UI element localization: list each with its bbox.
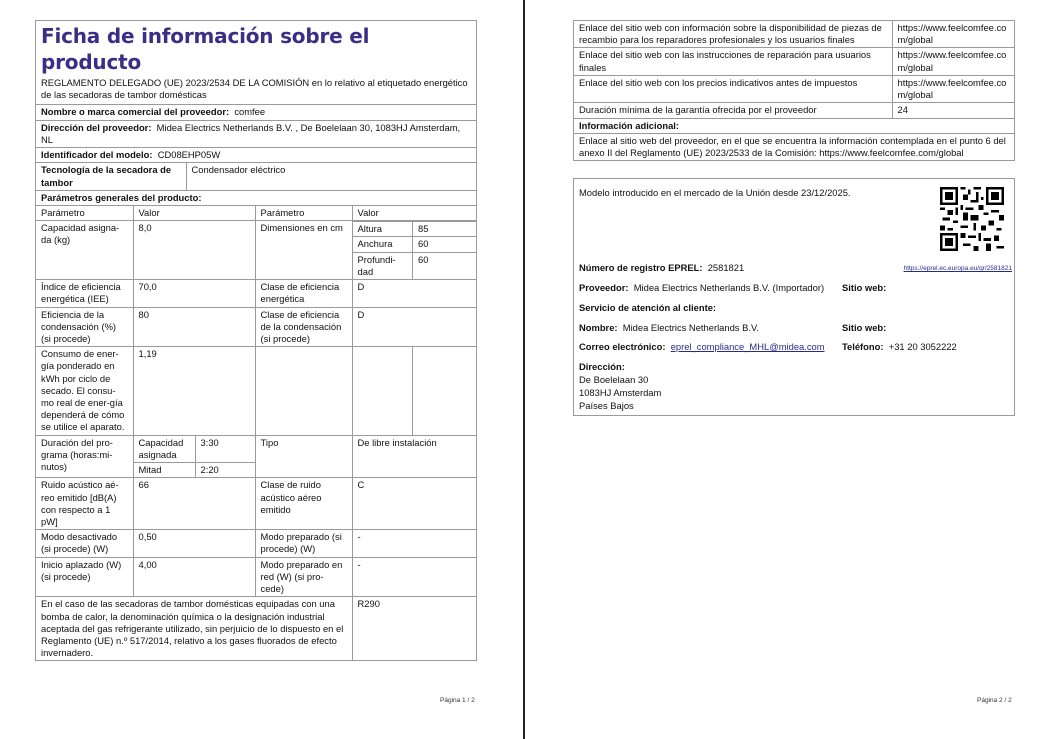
table-header-row (36, 205, 476, 220)
brand-value: comfee (234, 106, 266, 118)
depth-label: Profundi-dad (353, 252, 413, 279)
technology-value: Condensador eléctrico (186, 163, 476, 190)
table-row (36, 530, 476, 557)
phone-value: +31 20 3052222 (888, 341, 957, 352)
refrigerant-value: R290 (352, 597, 476, 661)
prices-label: Enlace del sitio web con los precios indicativos antes de impuestos (574, 75, 892, 102)
email-link[interactable]: eprel_compliance_MHL@midea.com (670, 341, 825, 352)
service-name-label: Nombre: (579, 322, 618, 333)
phone-label: Teléfono: (842, 341, 884, 352)
model-value: CD08EHP05W (157, 149, 221, 161)
standby-value: - (352, 530, 476, 557)
supplier-value: Midea Electrics Netherlands B.V. , De Boelelaan 30, 1083HJ Amsterdam, NL (41, 121, 461, 145)
width-label: Anchura (353, 237, 413, 252)
service-name-value: Midea Electrics Netherlands B.V. (622, 322, 759, 333)
off-mode-label: Modo desactivado (si procede) (W) (36, 530, 133, 557)
noise-class-value: C (352, 478, 476, 530)
table-row (36, 557, 476, 597)
network-standby-label: Modo preparado en red (W) (si pro-cede) (255, 557, 352, 597)
email-label: Correo electrónico: (579, 341, 666, 352)
table-row (36, 478, 476, 530)
type-label: Tipo (255, 435, 352, 478)
service-website-label: Sitio web: (842, 322, 887, 333)
service-heading: Servicio de atención al cliente: (579, 302, 717, 313)
table-row (574, 103, 1014, 118)
table-row (574, 21, 1014, 48)
eprel-value: 2581821 (707, 262, 745, 273)
provider-row (579, 282, 824, 294)
delay-start-value: 4,00 (133, 557, 255, 597)
type-value: De libre instalación (352, 435, 476, 478)
col-header-value-2: Valor (352, 205, 476, 220)
capacity-value: 8,0 (133, 221, 255, 280)
condensation-eff-label: Eficiencia de la condensación (%) (si procede) (36, 307, 133, 347)
capacity-label: Capacidad asigna-da (kg) (36, 221, 133, 280)
provider-value: Midea Electrics Netherlands B.V. (Importador) (633, 282, 825, 293)
qr-code-icon (940, 187, 1004, 251)
duration-half-value: 2:20 (195, 463, 255, 478)
energy-class-value: D (352, 280, 476, 307)
duration-label: Duración del pro-grama (horas:mi-nutos) (36, 435, 133, 478)
general-params-heading (36, 190, 476, 205)
regulation-text: REGLAMENTO DELEGADO (UE) 2023/2534 DE LA COMISIÓN en lo relativo al etiquetado energético de las secadoras de tambor domésticas (41, 77, 468, 101)
delay-start-label: Inicio aplazado (W) (si procede) (36, 557, 133, 597)
network-standby-value: - (352, 557, 476, 597)
iee-label: Índice de eficiencia energética (IEE) (36, 280, 133, 307)
spare-parts-link[interactable]: https://www.feelcomfee.com/global (892, 21, 1014, 48)
email-row (579, 341, 825, 353)
duration-rated-value: 3:30 (195, 435, 255, 462)
supplier-label: Dirección del proveedor: (41, 121, 152, 133)
depth-value: 60 (413, 252, 476, 279)
prices-link[interactable]: https://www.feelcomfee.com/global (892, 75, 1014, 102)
phone-row (842, 341, 957, 353)
links-table-box (573, 20, 1015, 161)
eprel-box (573, 178, 1015, 416)
iee-value: 70,0 (133, 280, 255, 307)
additional-info-text: Enlace al sitio web del proveedor, en el que se encuentra la información contemplada en el punto 6 del anexo II del Reglamento (UE) 2023/2533 de la Comisión: https://www.feelcomfee.com/global (574, 133, 1014, 160)
technology-table (36, 162, 476, 189)
standby-label: Modo preparado (si procede) (W) (255, 530, 352, 557)
empty-cell (412, 347, 476, 436)
height-label: Altura (353, 222, 413, 237)
duration-rated-label: Capacidad asignada (133, 435, 195, 462)
duration-half-label: Mitad (133, 463, 195, 478)
table-row (574, 48, 1014, 75)
eprel-link[interactable]: https://eprel.ec.europa.eu/qr/2581821 (903, 265, 1012, 272)
technology-label: Tecnología de la secadora de tambor (41, 164, 172, 188)
brand-row (36, 104, 476, 119)
spare-parts-label: Enlace del sitio web con información sobre la disponibilidad de piezas de recambio para los reparadores profesionales y los usuarios finales (574, 21, 892, 48)
model-label: Identificador del modelo: (41, 149, 153, 161)
table-row (574, 75, 1014, 102)
provider-label: Proveedor: (579, 282, 629, 293)
address-line-2: 1083HJ Amsterdam (579, 387, 662, 398)
dimensions-subtable (353, 221, 476, 279)
address-line-1: De Boelelaan 30 (579, 374, 649, 385)
links-table (574, 21, 1014, 160)
parameters-table (36, 205, 476, 660)
noise-value: 66 (133, 478, 255, 530)
table-row (36, 307, 476, 347)
page-number-2: Página 2 / 2 (977, 697, 1012, 704)
additional-info-label: Información adicional: (579, 119, 680, 131)
address-label: Dirección: (579, 361, 625, 372)
eprel-row (579, 262, 744, 274)
condensation-class-label: Clase de eficiencia de la condensación (si procede) (255, 307, 352, 347)
height-value: 85 (413, 222, 476, 237)
dimensions-label: Dimensiones en cm (255, 221, 352, 280)
energy-consumption-label: Consumo de ener-gía ponderado en kWh por ciclo de secado. El consu-mo real de ener-gía dependerá de cómo se utilice el aparato. (36, 347, 133, 436)
energy-class-label: Clase de eficiencia energética (255, 280, 352, 307)
product-info-sheet (35, 20, 477, 661)
service-name-row (579, 322, 759, 334)
condensation-eff-value: 80 (133, 307, 255, 347)
off-mode-value: 0,50 (133, 530, 255, 557)
table-row (36, 597, 476, 661)
page-title: Ficha de información sobre el producto (41, 24, 370, 74)
page-1 (0, 0, 523, 739)
table-row (36, 347, 476, 436)
page-number: Página 1 / 2 (440, 697, 475, 704)
noise-class-label: Clase de ruido acústico aéreo emitido (255, 478, 352, 530)
provider-website-label: Sitio web: (842, 282, 887, 293)
table-row (36, 435, 476, 462)
repair-link[interactable]: https://www.feelcomfee.com/global (892, 48, 1014, 75)
col-header-param-2: Parámetro (255, 205, 352, 220)
col-header-param: Parámetro (36, 205, 133, 220)
supplier-row (36, 120, 476, 147)
market-text: Modelo introducido en el mercado de la Unión desde 23/12/2025. (579, 187, 851, 198)
empty-cell (255, 347, 352, 436)
repair-label: Enlace del sitio web con las instrucciones de reparación para usuarios finales (574, 48, 892, 75)
refrigerant-label: En el caso de las secadoras de tambor domésticas equipadas con una bomba de calor, la denominación química o la designación industrial aceptada del gas refrigerante utilizado, sin perjuicio de lo dispuesto en el Reglamento (UE) n.º 517/2014, relativo a los gases fluorados de efecto invernadero. (36, 597, 352, 661)
general-params-label: Parámetros generales del producto: (41, 191, 202, 203)
brand-label: Nombre o marca comercial del proveedor: (41, 106, 230, 118)
table-row (574, 118, 1014, 133)
condensation-class-value: D (352, 307, 476, 347)
warranty-value: 24 (892, 103, 1014, 118)
col-header-value: Valor (133, 205, 255, 220)
table-row (36, 280, 476, 307)
empty-cell (352, 347, 412, 436)
model-row (36, 147, 476, 162)
noise-label: Ruido acústico aé-reo emitido [dB(A) con respecto a 1 pW] (36, 478, 133, 530)
table-row (574, 133, 1014, 160)
eprel-label: Número de registro EPREL: (579, 262, 703, 273)
page-divider (523, 0, 525, 739)
table-row (36, 221, 476, 280)
warranty-label: Duración mínima de la garantía ofrecida por el proveedor (574, 103, 892, 118)
width-value: 60 (413, 237, 476, 252)
energy-consumption-value: 1,19 (133, 347, 255, 436)
address-line-3: Países Bajos (579, 400, 634, 411)
